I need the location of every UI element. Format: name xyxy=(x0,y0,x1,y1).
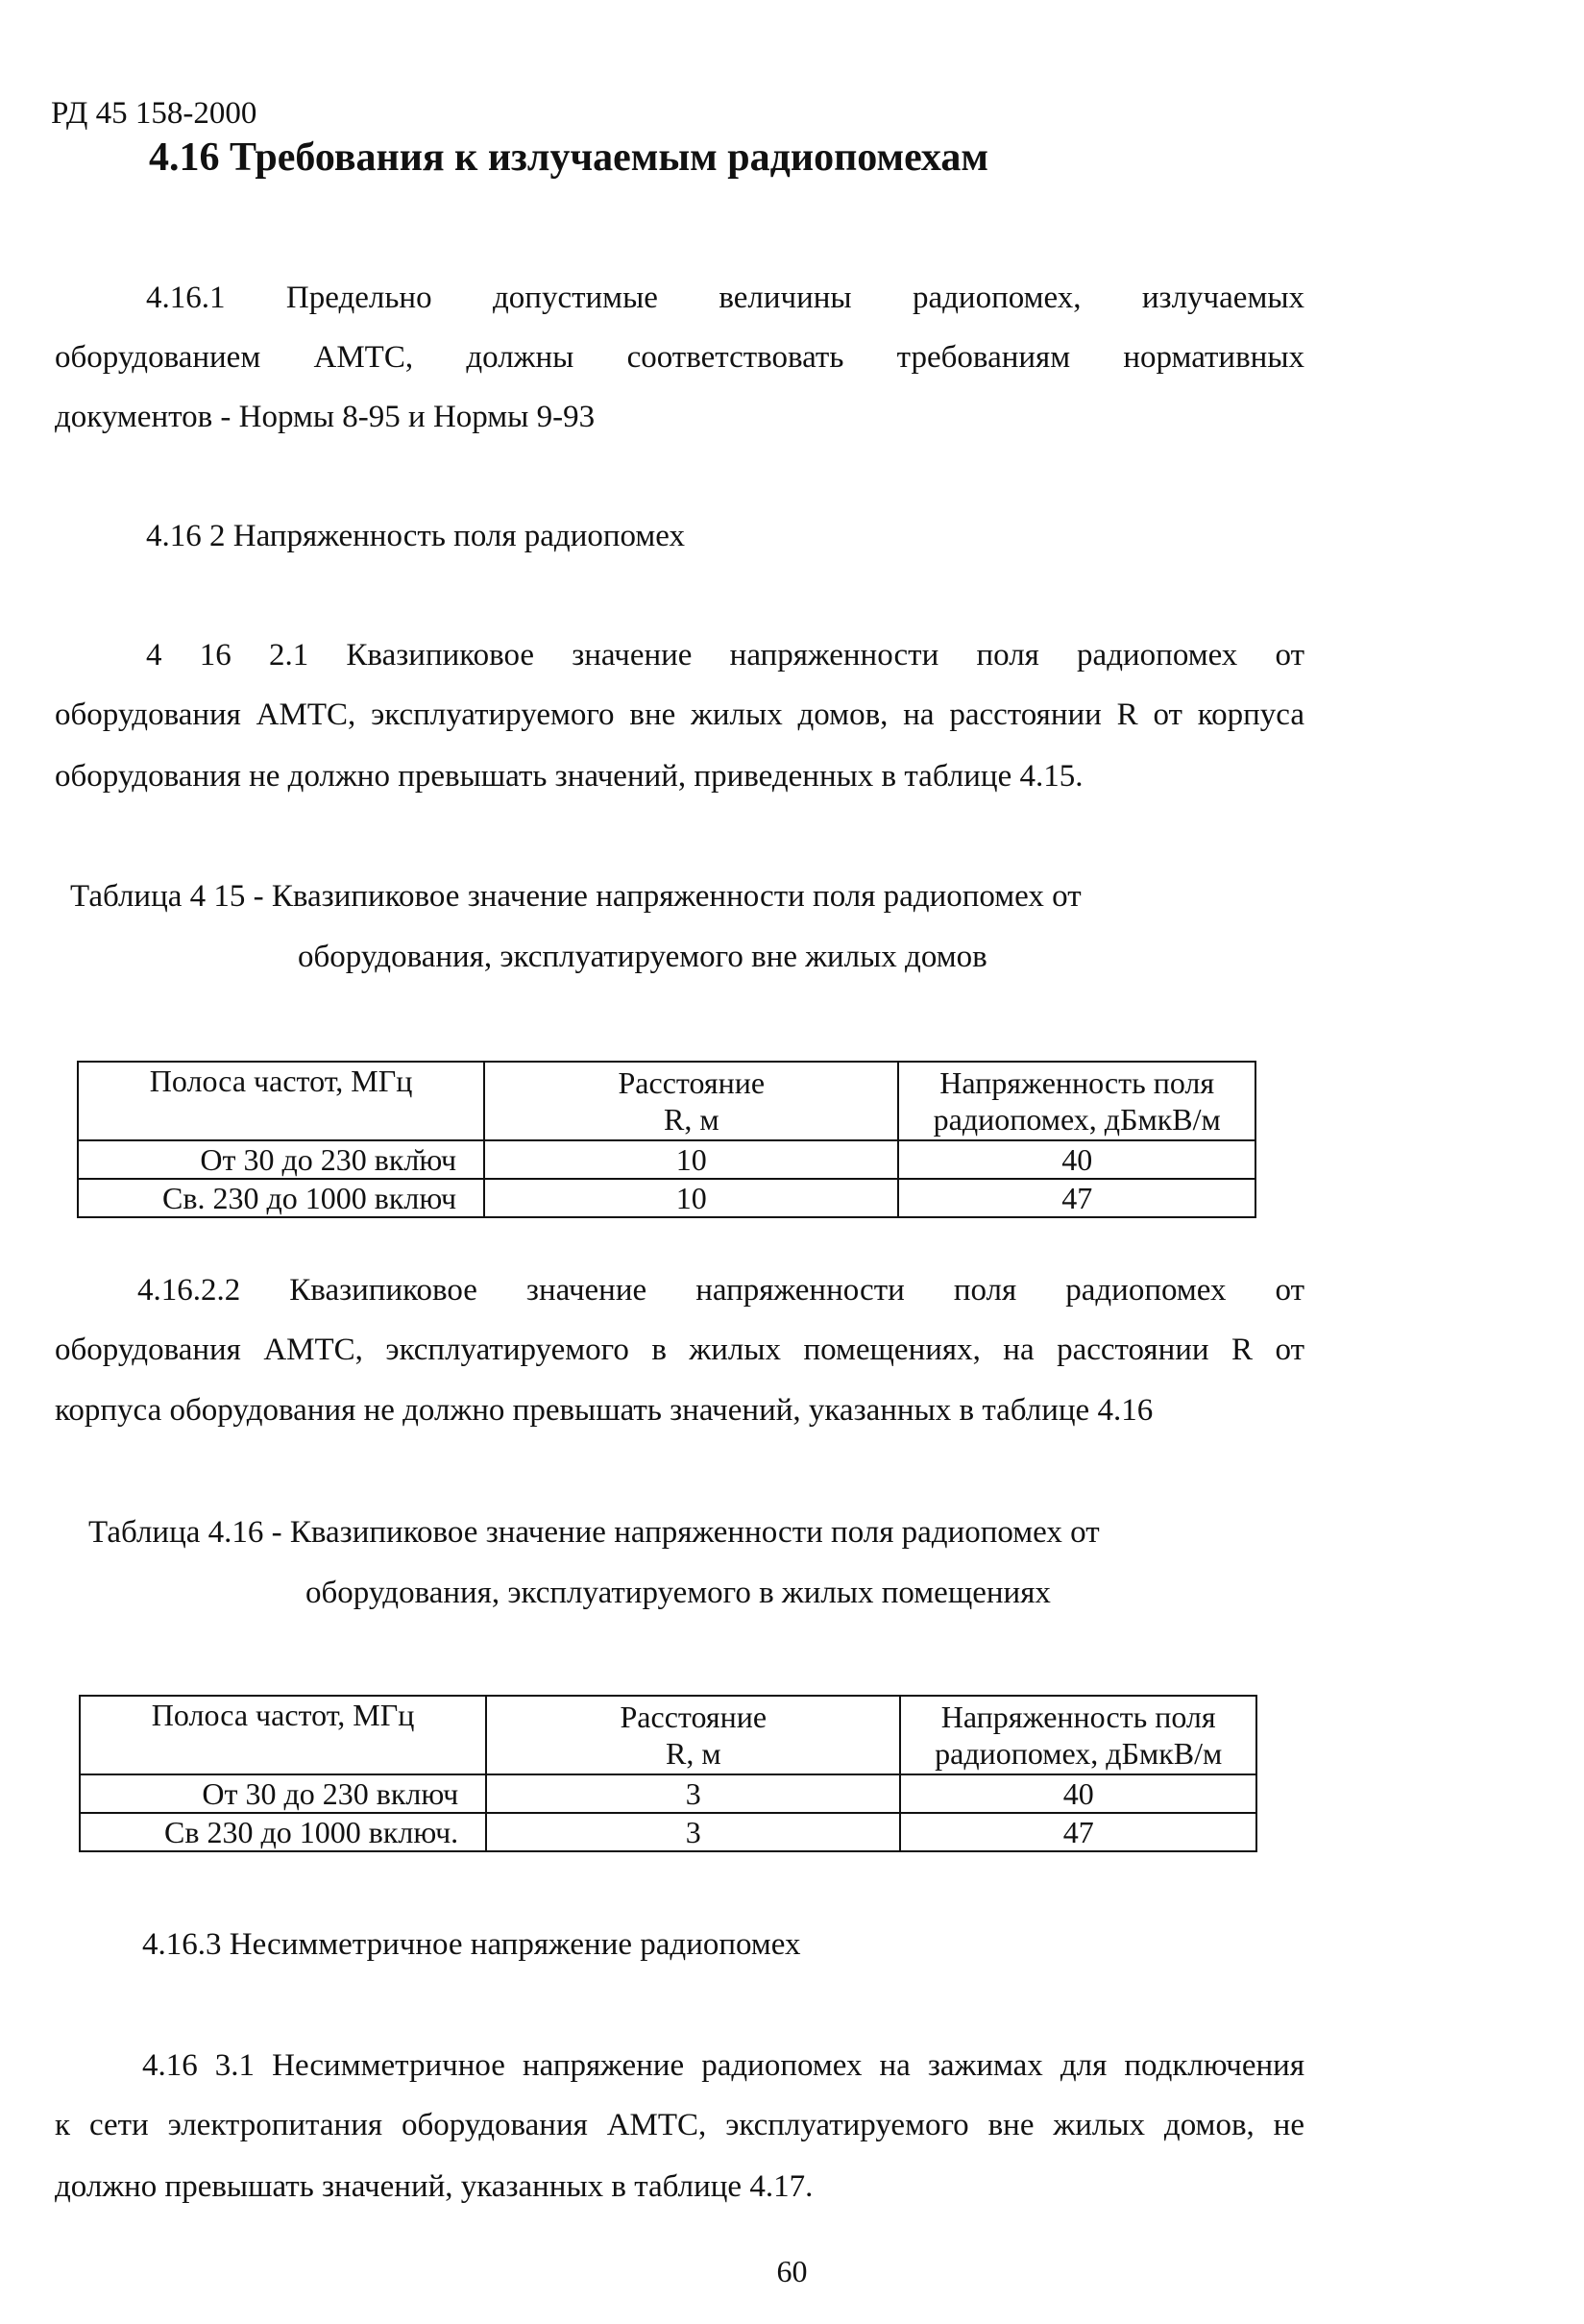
cell-field-strength: 47 xyxy=(898,1179,1255,1217)
paragraph-4-16-2-2-line-1: 4.16.2.2 Квазипиковое значение напряженности поля радиопомех от xyxy=(137,1273,1304,1308)
table-4-15 xyxy=(77,1061,1256,1218)
paragraph-4-16-2-2-line-2: оборудования АМТС, эксплуатируемого в жилых помещениях, на расстоянии R от xyxy=(55,1333,1304,1367)
table-4-16-caption-line-1: Таблица 4.16 - Квазипиковое значение напряженности поля радиопомех от xyxy=(88,1515,1100,1550)
table-row xyxy=(78,1140,1255,1179)
header-field-strength: Напряженность поля радиопомех, дБмкВ/м xyxy=(898,1062,1255,1140)
header-field-strength: Напряженность поля радиопомех, дБмкВ/м xyxy=(900,1696,1256,1774)
section-title: 4.16 Требования к излучаемым радиопомехам xyxy=(149,135,988,180)
cell-frequency: Св 230 до 1000 включ. xyxy=(80,1813,486,1851)
paragraph-4-16-3-1-line-3: должно превышать значений, указанных в таблице 4.17. xyxy=(55,2169,814,2204)
cell-field-strength: 47 xyxy=(900,1813,1256,1851)
table-4-15-caption-line-2: оборудования, эксплуатируемого вне жилых домов xyxy=(298,940,987,974)
paragraph-4-16-1-line-3: документов - Нормы 8-95 и Нормы 9-93 xyxy=(55,400,596,434)
cell-frequency: От 30 до 230 включ xyxy=(80,1774,486,1813)
paragraph-4-16-2-2-line-3: корпуса оборудования не должно превышать значений, указанных в таблице 4.16 xyxy=(55,1393,1154,1428)
paragraph-4-16-2-1-line-3: оборудования не должно превышать значений, приведенных в таблице 4.15. xyxy=(55,759,1084,794)
header-frequency-band: Полоса частот, МГц xyxy=(80,1696,486,1774)
paragraph-4-16-3-1-line-2: к сети электропитания оборудования АМТС, эксплуатируемого вне жилых домов, не xyxy=(55,2108,1304,2142)
table-row xyxy=(80,1813,1256,1851)
paragraph-4-16-3-1-line-1: 4.16 3.1 Несимметричное напряжение радиопомех на зажимах для подключения xyxy=(142,2048,1304,2083)
paragraph-4-16-2-1-line-1: 4 16 2.1 Квазипиковое значение напряженности поля радиопомех от xyxy=(146,638,1304,673)
cell-distance: 10 xyxy=(484,1179,898,1217)
cell-frequency: Св. 230 до 1000 включ xyxy=(78,1179,484,1217)
paragraph-4-16-1-line-1: 4.16.1 Предельно допустимые величины радиопомех, излучаемых xyxy=(146,281,1304,315)
table-header-row xyxy=(80,1696,1256,1774)
subsection-4-16-2-title: 4.16 2 Напряженность поля радиопомех xyxy=(146,519,685,553)
table-4-16 xyxy=(79,1695,1257,1852)
subsection-4-16-3-title: 4.16.3 Несимметричное напряжение радиопомех xyxy=(142,1927,801,1962)
cell-field-strength: 40 xyxy=(898,1140,1255,1179)
header-frequency-band: Полоса частот, МГц xyxy=(78,1062,484,1140)
page-number: 60 xyxy=(776,2254,808,2288)
table-row xyxy=(80,1774,1256,1813)
cell-field-strength: 40 xyxy=(900,1774,1256,1813)
table-4-16-caption-line-2: оборудования, эксплуатируемого в жилых помещениях xyxy=(305,1576,1051,1610)
cell-distance: 3 xyxy=(486,1774,900,1813)
cell-frequency: От 30 до 230 вкл̆юч xyxy=(78,1140,484,1179)
table-header-row xyxy=(78,1062,1255,1140)
cell-distance: 10 xyxy=(484,1140,898,1179)
document-code: РД 45 158-2000 xyxy=(51,96,257,131)
paragraph-4-16-1-line-2: оборудованием АМТС, должны соответствовать требованиям нормативных xyxy=(55,340,1304,375)
cell-distance: 3 xyxy=(486,1813,900,1851)
table-row xyxy=(78,1179,1255,1217)
table-4-15-caption-line-1: Таблица 4 15 - Квазипиковое значение напряженности поля радиопомех от xyxy=(70,879,1082,914)
paragraph-4-16-2-1-line-2: оборудования АМТС, эксплуатируемого вне жилых домов, на расстоянии R от корпуса xyxy=(55,697,1304,732)
header-distance: Расстояние R, м xyxy=(486,1696,900,1774)
header-distance: Расстояние R, м xyxy=(484,1062,898,1140)
